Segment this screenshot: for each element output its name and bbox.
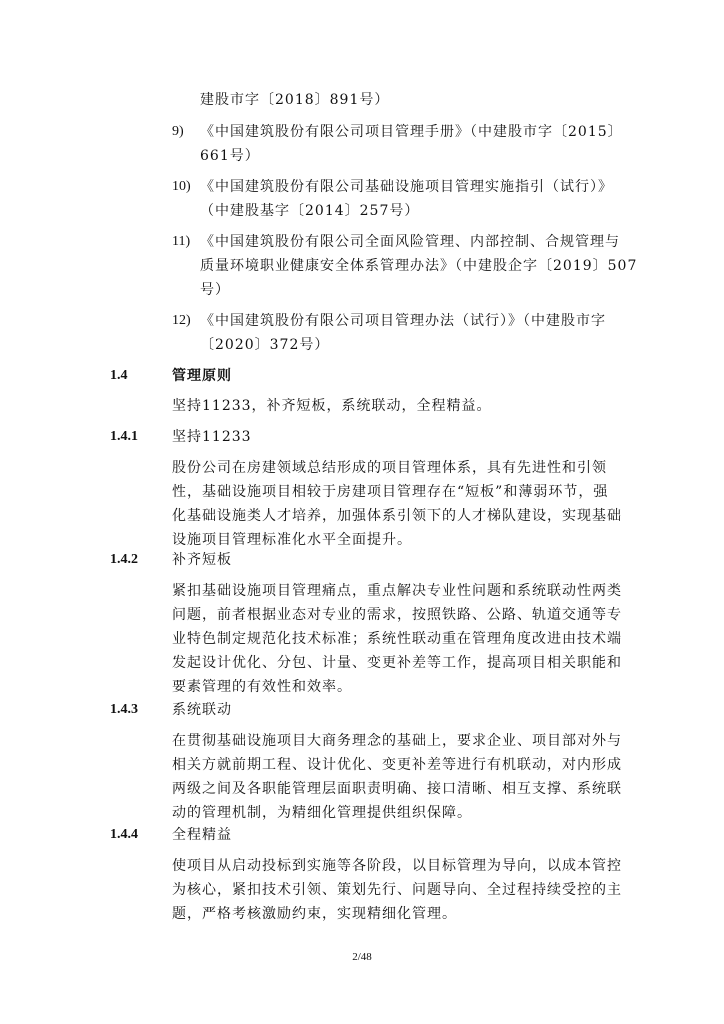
section-1-4-4-title: 全程精益 — [172, 827, 232, 843]
reference-item-11-line-1: 《中国建筑股份有限公司全面风险管理、内部控制、合规管理与 — [200, 234, 620, 250]
section-1-4-3-line-3: 两级之间及各职能管理层面职责明确、接口清晰、相互支撑、系统联 — [172, 781, 622, 797]
section-1-4-2-line-2: 问题，前者根据业态对专业的需求，按照铁路、公路、轨道交通等专 — [172, 607, 622, 623]
section-1-4-title: 管理原则 — [172, 368, 232, 384]
section-1-4-3-line-2: 相关方就前期工程、设计优化、变更补差等进行有机联动，对内形成 — [172, 757, 622, 773]
reference-item-12-number: 12) — [172, 313, 191, 328]
reference-item-12-line-1: 《中国建筑股份有限公司项目管理办法（试行）》（中建股市字 — [200, 313, 606, 329]
section-1-4-3-title: 系统联动 — [172, 702, 232, 718]
section-1-4-intro: 坚持11233，补齐短板，系统联动，全程精益。 — [172, 398, 492, 414]
reference-item-9-number: 9) — [172, 124, 184, 139]
section-1-4-3-number: 1.4.3 — [110, 702, 138, 717]
section-1-4-1-line-2: 性，基础设施项目相较于房建项目管理存在“短板”和薄弱环节，强 — [172, 484, 609, 500]
section-1-4-3-line-1: 在贯彻基础设施项目大商务理念的基础上，要求企业、项目部对外与 — [172, 733, 622, 749]
reference-item-10-line-2: （中建股基字〔2014〕257号） — [200, 203, 420, 219]
section-1-4-1-line-1: 股份公司在房建领域总结形成的项目管理体系，具有先进性和引领 — [172, 460, 607, 476]
reference-item-11-line-3: 号） — [200, 282, 230, 298]
page-number: 2/48 — [352, 951, 372, 963]
section-1-4-4-line-2: 为核心，紧扣技术引领、策划先行、问题导向、全过程持续受控的主 — [172, 882, 622, 898]
section-1-4-1-line-4: 设施项目管理标准化水平全面提升。 — [172, 532, 412, 548]
section-1-4-4-line-3: 题，严格考核激励约束，实现精细化管理。 — [172, 906, 457, 922]
section-1-4-2-number: 1.4.2 — [110, 552, 138, 567]
section-1-4-2-line-5: 要素管理的有效性和效率。 — [172, 679, 352, 695]
reference-item-9-line-2: 661号） — [200, 148, 260, 164]
reference-item-9-line-1: 《中国建筑股份有限公司项目管理手册》（中建股市字〔2015〕 — [200, 124, 623, 140]
reference-item-11-line-2: 质量环境职业健康安全体系管理办法》（中建股企字〔2019〕507 — [200, 258, 638, 274]
reference-item-10-number: 10) — [172, 179, 191, 194]
section-1-4-2-line-1: 紧扣基础设施项目管理痛点，重点解决专业性问题和系统联动性两类 — [172, 583, 622, 599]
reference-item-10-line-1: 《中国建筑股份有限公司基础设施项目管理实施指引（试行）》 — [200, 179, 613, 195]
reference-item-8-continuation: 建股市字〔2018〕891号） — [200, 92, 390, 108]
section-1-4-3-line-4: 动的管理机制，为精细化管理提供组织保障。 — [172, 805, 472, 821]
section-1-4-1-title: 坚持11233 — [172, 429, 252, 445]
section-1-4-2-line-4: 发起设计优化、分包、计量、变更补差等工作，提高项目相关职能和 — [172, 655, 622, 671]
section-1-4-2-line-3: 业特色制定规范化技术标准；系统性联动重在管理角度改进由技术端 — [172, 631, 622, 647]
section-1-4-4-line-1: 使项目从启动投标到实施等各阶段，以目标管理为导向，以成本管控 — [172, 858, 622, 874]
section-1-4-1-line-3: 化基础设施类人才培养，加强体系引领下的人才梯队建设，实现基础 — [172, 508, 622, 524]
section-1-4-number: 1.4 — [110, 368, 128, 383]
section-1-4-2-title: 补齐短板 — [172, 552, 232, 568]
section-1-4-1-number: 1.4.1 — [110, 429, 138, 444]
reference-item-12-line-2: 〔2020〕372号） — [200, 337, 330, 353]
section-1-4-4-number: 1.4.4 — [110, 827, 138, 842]
reference-item-11-number: 11) — [172, 234, 191, 249]
